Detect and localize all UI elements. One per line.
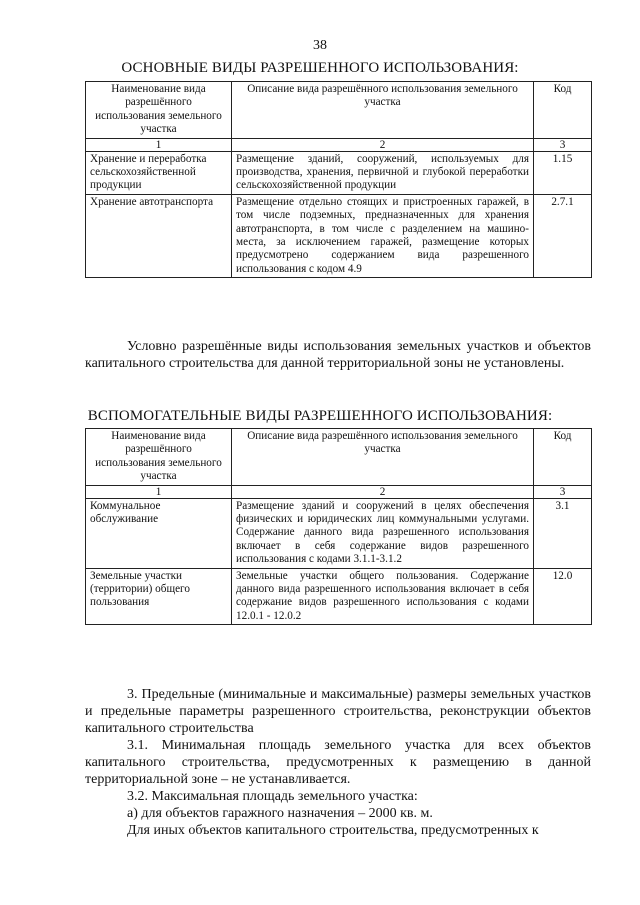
col-number: 2	[232, 485, 534, 498]
table-row	[86, 568, 592, 625]
table-header-row	[86, 429, 592, 486]
section-3-2-continuation: Для иных объектов капитального строительства, предусмотренных к	[127, 823, 539, 838]
col-number: 1	[86, 138, 232, 151]
column-number-row	[86, 485, 592, 498]
use-description: Размещение зданий, сооружений, используемых для производства, хранения, первичной и глубокой переработки сельскохозяйственной продукции	[232, 151, 534, 194]
col-number: 2	[232, 138, 534, 151]
main-uses-table	[85, 81, 592, 278]
conditional-uses-text: Условно разрешённые виды использования земельных участков и объектов капитального строительства для данной территориальной зоны не установлены.	[85, 339, 591, 372]
col-number: 1	[86, 485, 232, 498]
use-code: 3.1	[534, 498, 592, 568]
header-description: Описание вида разрешённого использования земельного участка	[232, 82, 534, 139]
header-code: Код	[534, 82, 592, 139]
column-number-row	[86, 138, 592, 151]
main-uses-title: ОСНОВНЫЕ ВИДЫ РАЗРЕШЕННОГО ИСПОЛЬЗОВАНИЯ:	[121, 60, 519, 76]
section-3-2-paragraph: 3.2. Максимальная площадь земельного участка:	[127, 789, 418, 804]
use-name: Коммунальное обслуживание	[86, 498, 232, 568]
col-number: 3	[534, 138, 592, 151]
section-3-2-item-a: а) для объектов гаражного назначения – 2000 кв. м.	[127, 806, 433, 821]
header-code: Код	[534, 429, 592, 486]
table-row	[86, 194, 592, 277]
auxiliary-uses-title: ВСПОМОГАТЕЛЬНЫЕ ВИДЫ РАЗРЕШЕННОГО ИСПОЛЬЗОВАНИЯ:	[87, 408, 553, 424]
use-code: 2.7.1	[534, 194, 592, 277]
use-name: Земельные участки (территории) общего пользования	[86, 568, 232, 625]
table-row	[86, 498, 592, 568]
header-name: Наименование вида разрешённого использования земельного участка	[86, 82, 232, 139]
col-number: 3	[534, 485, 592, 498]
use-code: 12.0	[534, 568, 592, 625]
header-description: Описание вида разрешённого использования земельного участка	[232, 429, 534, 486]
table-row	[86, 151, 592, 194]
use-description: Земельные участки общего пользования. Содержание данного вида разрешенного использования включает в себя содержание видов разрешенного использования с кодами 12.0.1 - 12.0.2	[232, 568, 534, 625]
use-name: Хранение автотранспорта	[86, 194, 232, 277]
page-number: 38	[313, 38, 327, 53]
use-code: 1.15	[534, 151, 592, 194]
use-description: Размещение отдельно стоящих и пристроенных гаражей, в том числе подземных, предназначенных для хранения автотранспорта, в том числе с разделением на машино-места, за исключением гаражей, размещение которых предусмотрено содержанием вида разрешенного использования с кодом 4.9	[232, 194, 534, 277]
auxiliary-uses-table	[85, 428, 592, 625]
table-header-row	[86, 82, 592, 139]
section-3-1-paragraph: 3.1. Минимальная площадь земельного участка для всех объектов капитального строительства, предусмотренных к размещению в данной территориальной зоне – не устанавливается.	[85, 738, 591, 788]
use-name: Хранение и переработка сельскохозяйственной продукции	[86, 151, 232, 194]
header-name: Наименование вида разрешённого использования земельного участка	[86, 429, 232, 486]
section-3-paragraph: 3. Предельные (минимальные и максимальные) размеры земельных участков и предельные параметры разрешенного строительства, реконструкции объектов капитального строительства	[85, 687, 591, 737]
use-description: Размещение зданий и сооружений в целях обеспечения физических и юридических лиц коммунальными услугами. Содержание данного вида разрешенного использования включает в себя содержание видов разрешенного использования с кодами 3.1.1-3.1.2	[232, 498, 534, 568]
